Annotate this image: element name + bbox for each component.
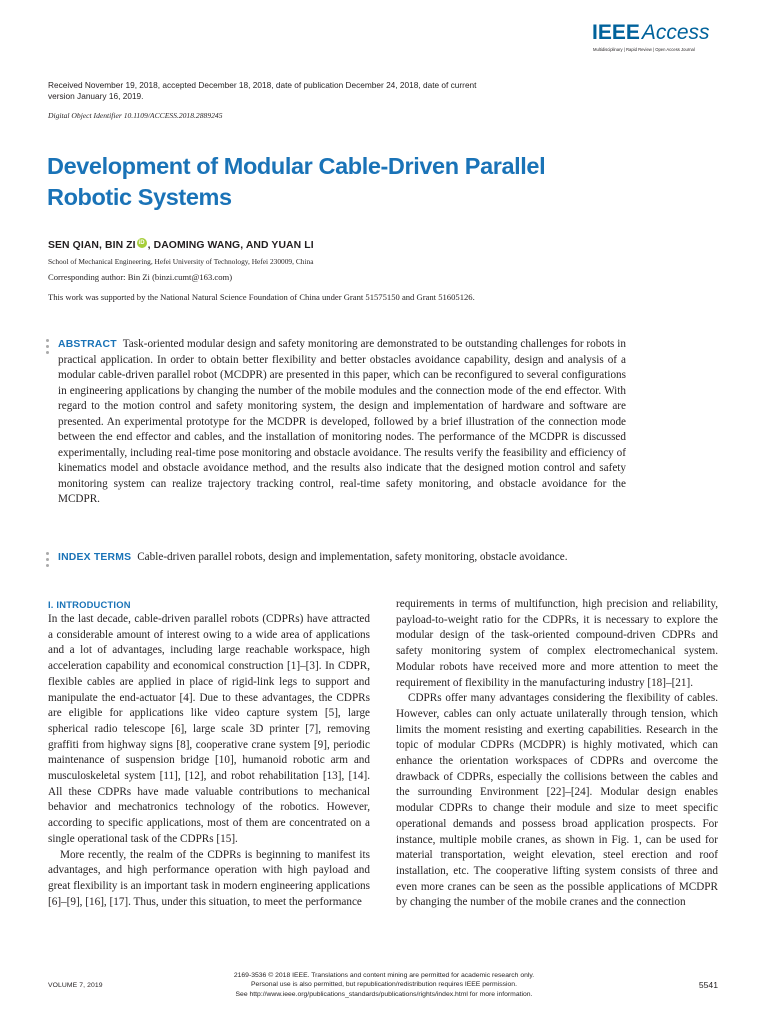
author-list bbox=[48, 238, 314, 251]
footer-copyright bbox=[170, 971, 598, 999]
corresponding-author: Corresponding author: Bin Zi (binzi.cumt@163.com) bbox=[48, 272, 233, 282]
index-terms-dots-icon bbox=[46, 552, 50, 567]
left-column bbox=[48, 597, 370, 910]
affiliation: School of Mechanical Engineering, Hefei University of Technology, Hefei 230009, China bbox=[48, 257, 314, 266]
footer-line-3[interactable]: See http://www.ieee.org/publications_standards/publications/rights/index.html for more information. bbox=[235, 990, 533, 998]
body-paragraph: More recently, the realm of the CDPRs is beginning to manifest its advantages, and high performance operation with high payload and great flexibility is an important task in modern engineering applications [6]–[9], [16], [17]. Thus, under this situation, to meet the performance bbox=[48, 848, 370, 908]
section-heading: I. INTRODUCTION bbox=[48, 599, 131, 610]
paper-title: Development of Modular Cable-Driven Parallel Robotic Systems bbox=[47, 153, 546, 210]
abstract-label: ABSTRACT bbox=[58, 339, 117, 350]
body-paragraph: CDPRs offer many advantages considering the flexibility of cables. However, cables can only actuate unilaterally through tension, which limits the moment resisting and exerting capabilities. Research in the topic of modular CDPRs (MCDPR) is highly motivated, which can enhance the orientation workspaces of CDPRs and overcome the drawback of CDPRs, especially the collisions between the cables and the surrounding Environment [22]–[24]. Modular design enables modular CDPRs to change their module and size to meet specific operational demands and possess broad application prospects. For instance, multiple mobile cranes, as shown in Fig. 1, can be used for material transportation, weight elevation, steel erection and roof installation, etc. The cooperative lifting system consists of three and even more cranes can be seen as the possible applications of MCDPR by changing the number of the mobile cranes and the connection bbox=[396, 692, 718, 909]
authors-part-2: , DAOMING WANG, AND YUAN LI bbox=[147, 240, 314, 251]
index-terms-text: Cable-driven parallel robots, design and implementation, safety monitoring, obstacle avoidance. bbox=[137, 551, 568, 563]
abstract-block bbox=[58, 337, 626, 508]
footer-line-1: 2169-3536 © 2018 IEEE. Translations and content mining are permitted for academic research only. bbox=[233, 972, 535, 979]
body-paragraph: In the last decade, cable-driven parallel robots (CDPRs) have attracted a considerable amount of interest owing to a wide area of applications and a lot of advantages, including large reachable workspace, high acceleration capability and economical construction [1]–[3]. In CDPR, flexible cables are applied in place of rigid-link legs to support and manipulate the end-actuator [4]. Due to these advantages, the CDPRs are eligible for applications like video capture system [5], large spherical radio telescope [6], large scale 3D printer [7], removing graffiti from highway signs [8], cooperative crane system [9], periodic maintenance of suspension bridge [10], humanoid robotic arm and musculoskeletal system [11], [12], and robot rehabilitation [13], [14]. All these CDPRs have made valuable contributions to mechanical behavior and mechatronics technology of the robotics. However, according to specific applications, most of them are concentrated on a single operational task of the CDPRs [15]. bbox=[48, 613, 370, 845]
logo-access-text: Access bbox=[641, 21, 710, 44]
funding-note: This work was supported by the National Natural Science Foundation of China under Grant 51575150 and Grant 51605126. bbox=[48, 292, 475, 302]
abstract-dots-icon bbox=[46, 339, 50, 354]
authors-part-1: SEN QIAN, BIN ZI bbox=[48, 240, 136, 251]
page-number: 5541 bbox=[698, 980, 718, 990]
footer-volume: VOLUME 7, 2019 bbox=[48, 982, 103, 989]
logo-subtitle: Multidisciplinary | Rapid Review | Open Access Journal bbox=[593, 47, 695, 52]
index-terms-label: INDEX TERMS bbox=[58, 552, 132, 563]
journal-logo bbox=[592, 22, 718, 52]
doi-line[interactable]: Digital Object Identifier 10.1109/ACCESS.2018.2889245 bbox=[48, 111, 223, 120]
index-terms-block bbox=[58, 550, 626, 566]
footer-line-2: Personal use is also permitted, but republication/redistribution requires IEEE permission. bbox=[251, 981, 517, 989]
orcid-icon[interactable]: iD bbox=[138, 240, 145, 246]
body-paragraph: requirements in terms of multifunction, high precision and reliability, payload-to-weight ratio for the CDPRs, it is necessary to explore the modular design of the task-oriented compound-driven CDPRs and safety monitoring system of complex electromechanical system. Modular robots have received more and more attention to meet the requirement of flexibility in the manufacturing industry [18]–[21]. bbox=[396, 598, 718, 689]
abstract-text: Task-oriented modular design and safety monitoring are demonstrated to be outstanding challenges for robots in practical application. In order to obtain better flexibility and better obstacles avoidance capability, design and analysis of a modular cable-driven parallel robot (MCDPR) are presented in this paper, which can be reconfigured to several configurations in engineering applications by changing the number of the mobile modules and the connection mode of the end effector. With regard to the motion control and safety monitoring system, the design and implementation of hardware and software are presented. An experimental prototype for the MCDPR is developed, followed by a brief illustration of the connection mode between the end effector and cables, and the installation of monitoring nodes. The performance of the MCDPR is discussed experimentally, including real-time pose monitoring and obstacle avoidance. The results verify the feasibility and efficiency of kinematics model and obstacle avoidance method, and the results also indicate that the designed motion control and safety monitoring system can realize trajectory tracking control, real-time safety monitoring, and obstacle avoidance for the MCDPR. bbox=[58, 338, 626, 505]
right-column bbox=[396, 597, 718, 911]
received-dates: Received November 19, 2018, accepted December 18, 2018, date of publication December 24, 2018, date of current version January 16, 2019. bbox=[48, 80, 477, 101]
logo-ieee-text: IEEE bbox=[592, 21, 640, 44]
